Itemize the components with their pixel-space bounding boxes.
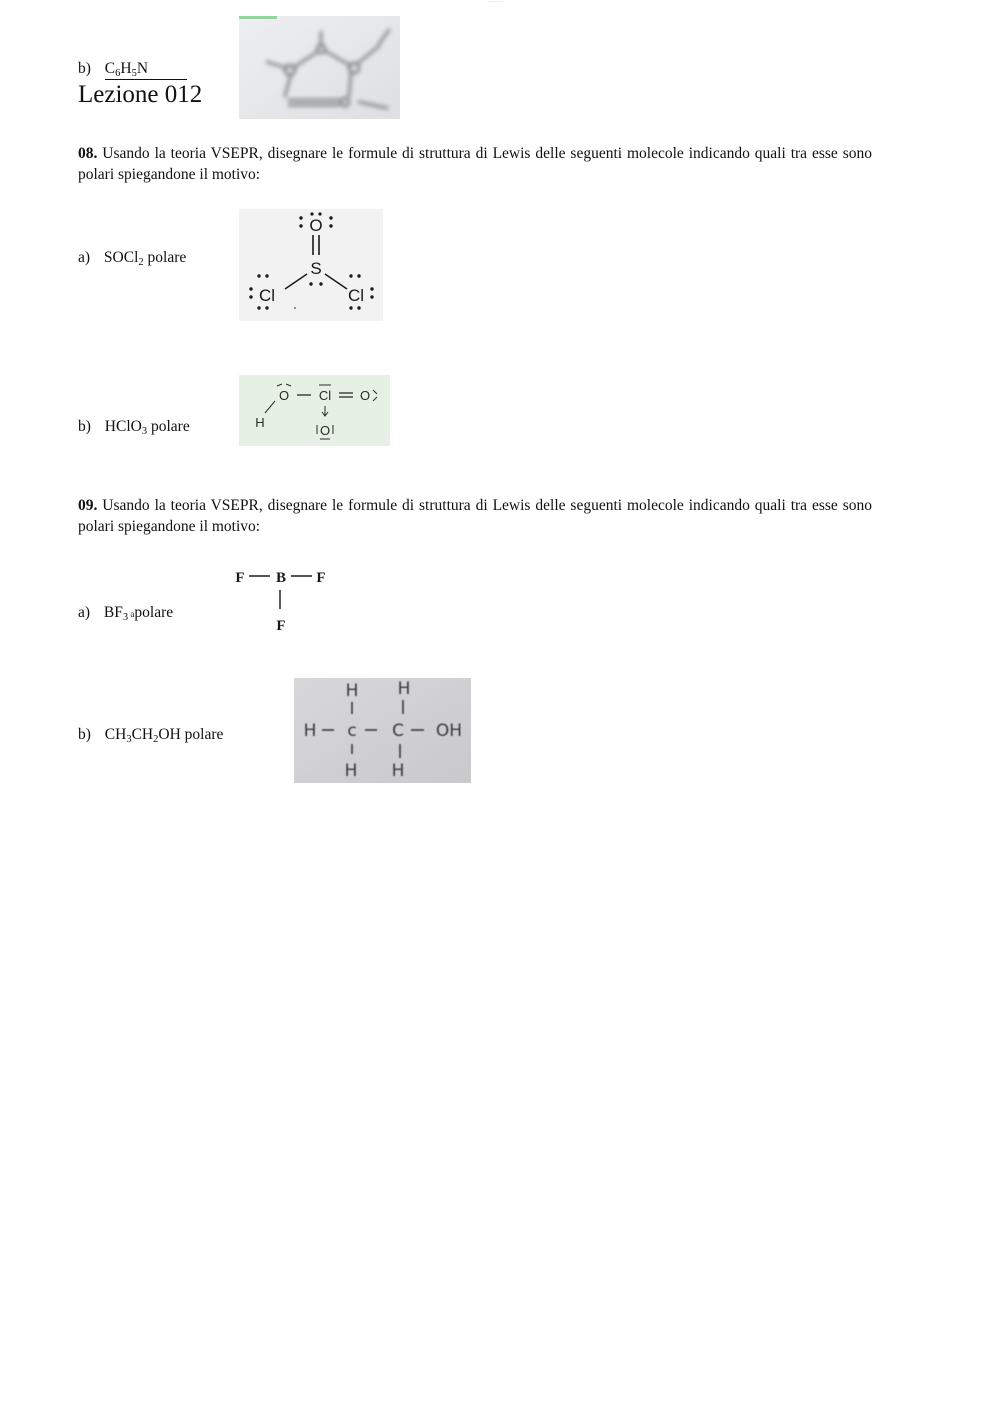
svg-text:B: B — [275, 570, 287, 586]
formula-subscript: 6 — [115, 68, 121, 79]
formula-part: CH — [104, 726, 127, 743]
formula-subscript: 3 — [141, 426, 148, 437]
formula-ethanol — [105, 726, 181, 743]
formula-subscript: 2 — [153, 734, 159, 745]
polarity-label: polare — [147, 418, 190, 435]
atom-label: S — [310, 259, 322, 278]
svg-text:H: H — [344, 761, 358, 781]
formula-part: BF — [103, 604, 123, 621]
formula-subscript: 3 — [126, 734, 132, 745]
formula-socl2 — [104, 249, 144, 266]
formula-c6h5n — [105, 58, 187, 80]
formula-subscript: 3 — [122, 612, 129, 623]
svg-text:F: F — [276, 618, 286, 634]
polarity-label: polare — [180, 726, 224, 743]
svg-text:O: O — [319, 423, 331, 438]
svg-text:H: H — [345, 681, 359, 701]
formula-part: CH — [131, 726, 154, 743]
apolar-prefix: a — [128, 609, 135, 619]
formula-part: N — [136, 60, 149, 77]
svg-text:Cl: Cl — [318, 388, 332, 403]
question-text: Usando la teoria VSEPR, disegnare le formule di struttura di Lewis delle seguenti molecole indicando quali tra esse sono polari spiegandone il motivo: — [78, 145, 872, 183]
formula-subscript: 2 — [138, 257, 144, 268]
c6h5n-structure-photo — [239, 16, 400, 119]
question-09 — [78, 495, 872, 537]
formula-part: SOCl — [103, 249, 139, 266]
formula-part: HClO — [104, 418, 142, 435]
q08-item-a — [78, 247, 186, 268]
svg-text:H: H — [391, 761, 405, 781]
question-text: Usando la teoria VSEPR, disegnare le formule di struttura di Lewis delle seguenti molecole indicando quali tra esse sono polari spiegandone il motivo: — [78, 497, 872, 535]
svg-text:H: H — [303, 721, 317, 741]
svg-text:C: C — [392, 721, 404, 741]
formula-subscript: 5 — [131, 68, 137, 79]
header-mark: ········· — [488, 0, 503, 5]
item-letter: a) — [78, 249, 91, 266]
svg-text:OH: OH — [435, 721, 463, 741]
svg-text:F: F — [316, 570, 326, 586]
atom-label: Cl — [347, 286, 365, 305]
svg-text:O: O — [278, 388, 290, 403]
svg-text:O: O — [359, 388, 371, 403]
item-letter: a) — [78, 604, 91, 621]
q09-item-a — [78, 602, 173, 625]
q09-item-b — [78, 724, 223, 745]
formula-part: C — [104, 60, 116, 77]
question-number: 09. — [78, 497, 98, 514]
socl2-lewis-structure — [239, 209, 383, 321]
top-item — [78, 58, 187, 80]
polarity-label: polare — [143, 249, 187, 266]
formula-hclo3 — [105, 418, 147, 435]
bf3-structure — [230, 563, 334, 637]
svg-text:H: H — [397, 679, 411, 699]
svg-text:H: H — [255, 415, 265, 430]
atom-label: Cl — [258, 286, 276, 305]
lesson-title: Lezione 012 — [78, 81, 203, 108]
q08-item-b — [78, 416, 190, 437]
question-number: 08. — [78, 145, 98, 162]
formula-bf3 — [104, 604, 128, 621]
polarity-label: polare — [134, 604, 174, 621]
item-letter: b) — [78, 726, 91, 743]
item-letter: b) — [78, 60, 91, 77]
formula-part: OH — [158, 726, 181, 743]
atom-label: O — [309, 216, 323, 235]
question-08 — [78, 143, 872, 185]
formula-part: H — [120, 60, 132, 77]
item-letter: b) — [78, 418, 91, 435]
ethanol-structure-photo — [294, 678, 471, 783]
hclo3-lewis-structure — [239, 375, 390, 446]
svg-text:c: c — [347, 721, 357, 741]
svg-text:F: F — [235, 570, 245, 586]
